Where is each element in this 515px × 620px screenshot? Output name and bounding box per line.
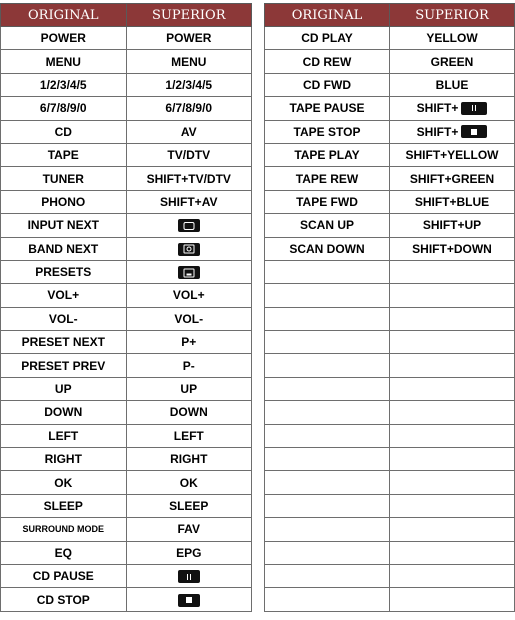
table-row: [265, 331, 515, 354]
table-row: [265, 167, 515, 190]
superior-cell: SHIFT+BLUE: [390, 190, 515, 213]
original-cell: [265, 260, 390, 283]
superior-cell: [390, 284, 515, 307]
superior-cell: [390, 518, 515, 541]
table-row: [265, 354, 515, 377]
text-screen-button-icon: [178, 266, 200, 279]
table-row: [1, 260, 252, 283]
table-row: [1, 424, 252, 447]
right-mapping-table: [264, 3, 515, 612]
table-row: [1, 237, 252, 260]
superior-cell: [126, 564, 252, 587]
original-cell: CD FWD: [265, 73, 390, 96]
table-row: [265, 494, 515, 517]
superior-cell: [390, 564, 515, 587]
original-cell: EQ: [1, 541, 127, 564]
superior-cell: SHIFT+GREEN: [390, 167, 515, 190]
table-row: [1, 73, 252, 96]
superior-cell: P-: [126, 354, 252, 377]
original-cell: [265, 518, 390, 541]
superior-cell: [390, 471, 515, 494]
original-cell: [265, 307, 390, 330]
original-cell: VOL-: [1, 307, 127, 330]
original-cell: BAND NEXT: [1, 237, 127, 260]
superior-cell: SHIFT+DOWN: [390, 237, 515, 260]
table-row: [265, 260, 515, 283]
header-row: [265, 4, 515, 27]
original-cell: [265, 377, 390, 400]
table-row: [1, 284, 252, 307]
superior-cell: [390, 354, 515, 377]
table-row: [1, 541, 252, 564]
original-cell: [265, 471, 390, 494]
superior-cell: [390, 377, 515, 400]
superior-cell: [390, 424, 515, 447]
superior-cell: [390, 97, 515, 120]
table-row: [1, 27, 252, 50]
table-row: [265, 143, 515, 166]
superior-cell: [126, 214, 252, 237]
original-cell: SLEEP: [1, 494, 127, 517]
original-cell: TAPE REW: [265, 167, 390, 190]
table-row: [265, 518, 515, 541]
superior-cell: [390, 588, 515, 611]
stop-button-icon: [178, 594, 200, 607]
original-header: ORIGINAL: [1, 4, 127, 27]
table-row: [265, 424, 515, 447]
table-row: [265, 471, 515, 494]
table-row: [1, 518, 252, 541]
original-cell: OK: [1, 471, 127, 494]
original-cell: LEFT: [1, 424, 127, 447]
table-row: [1, 190, 252, 213]
original-cell: 6/7/8/9/0: [1, 97, 127, 120]
original-cell: SURROUND MODE: [1, 518, 127, 541]
original-cell: TAPE PAUSE: [265, 97, 390, 120]
table-row: [1, 494, 252, 517]
superior-cell: LEFT: [126, 424, 252, 447]
superior-cell: TV/DTV: [126, 143, 252, 166]
table-row: [265, 564, 515, 587]
original-cell: RIGHT: [1, 448, 127, 471]
table-row: [1, 97, 252, 120]
superior-cell: [126, 260, 252, 283]
table-row: [265, 284, 515, 307]
superior-cell: RIGHT: [126, 448, 252, 471]
original-cell: UP: [1, 377, 127, 400]
table-row: [1, 307, 252, 330]
pause-button-icon: [178, 570, 200, 583]
original-cell: TUNER: [1, 167, 127, 190]
original-header: ORIGINAL: [265, 4, 390, 27]
superior-cell: [390, 541, 515, 564]
table-row: [1, 377, 252, 400]
superior-cell: VOL+: [126, 284, 252, 307]
original-cell: TAPE STOP: [265, 120, 390, 143]
original-cell: INPUT NEXT: [1, 214, 127, 237]
superior-cell: [126, 237, 252, 260]
table-row: [265, 97, 515, 120]
superior-cell: BLUE: [390, 73, 515, 96]
superior-header: SUPERIOR: [390, 4, 515, 27]
original-cell: [265, 354, 390, 377]
table-row: [1, 471, 252, 494]
superior-cell: AV: [126, 120, 252, 143]
superior-cell: 1/2/3/4/5: [126, 73, 252, 96]
superior-header: SUPERIOR: [126, 4, 252, 27]
original-cell: [265, 331, 390, 354]
superior-cell: SHIFT+UP: [390, 214, 515, 237]
table-row: [265, 214, 515, 237]
table-row: [265, 307, 515, 330]
superior-cell: YELLOW: [390, 27, 515, 50]
original-cell: [265, 424, 390, 447]
table-row: [1, 354, 252, 377]
table-row: [265, 541, 515, 564]
header-row: [1, 4, 252, 27]
superior-cell: [390, 260, 515, 283]
superior-cell: [390, 331, 515, 354]
superior-cell: P+: [126, 331, 252, 354]
original-cell: CD REW: [265, 50, 390, 73]
table-row: [265, 588, 515, 611]
superior-cell: UP: [126, 377, 252, 400]
table-row: [1, 564, 252, 587]
original-cell: VOL+: [1, 284, 127, 307]
table-row: [265, 237, 515, 260]
original-cell: PHONO: [1, 190, 127, 213]
pause-button-icon: [461, 102, 487, 115]
superior-cell: 6/7/8/9/0: [126, 97, 252, 120]
table-row: [1, 214, 252, 237]
original-cell: TAPE: [1, 143, 127, 166]
table-row: [1, 448, 252, 471]
superior-cell: [126, 588, 252, 611]
table-row: [265, 120, 515, 143]
table-row: [265, 401, 515, 424]
superior-cell: MENU: [126, 50, 252, 73]
original-cell: SCAN UP: [265, 214, 390, 237]
original-cell: CD: [1, 120, 127, 143]
original-cell: CD STOP: [1, 588, 127, 611]
superior-cell: [390, 120, 515, 143]
superior-cell: SHIFT+TV/DTV: [126, 167, 252, 190]
left-mapping-table: [0, 3, 252, 612]
superior-cell: SHIFT+YELLOW: [390, 143, 515, 166]
original-cell: [265, 448, 390, 471]
circle-screen-button-icon: [178, 243, 200, 256]
superior-cell: [390, 448, 515, 471]
original-cell: [265, 494, 390, 517]
original-cell: MENU: [1, 50, 127, 73]
superior-cell: DOWN: [126, 401, 252, 424]
table-row: [1, 167, 252, 190]
original-cell: 1/2/3/4/5: [1, 73, 127, 96]
superior-cell: SHIFT+AV: [126, 190, 252, 213]
original-cell: SCAN DOWN: [265, 237, 390, 260]
original-cell: [265, 564, 390, 587]
superior-cell: GREEN: [390, 50, 515, 73]
table-row: [265, 190, 515, 213]
table-row: [1, 143, 252, 166]
superior-cell: POWER: [126, 27, 252, 50]
original-cell: DOWN: [1, 401, 127, 424]
superior-cell: FAV: [126, 518, 252, 541]
superior-cell: OK: [126, 471, 252, 494]
original-cell: PRESETS: [1, 260, 127, 283]
original-cell: [265, 401, 390, 424]
original-cell: [265, 284, 390, 307]
table-row: [1, 588, 252, 611]
superior-cell: [390, 494, 515, 517]
table-row: [1, 401, 252, 424]
table-row: [265, 50, 515, 73]
screen-button-icon: [178, 219, 200, 232]
superior-cell: SLEEP: [126, 494, 252, 517]
table-row: [1, 120, 252, 143]
original-cell: PRESET NEXT: [1, 331, 127, 354]
original-cell: TAPE PLAY: [265, 143, 390, 166]
table-row: [1, 331, 252, 354]
table-row: [1, 50, 252, 73]
original-cell: TAPE FWD: [265, 190, 390, 213]
table-row: [265, 73, 515, 96]
original-cell: [265, 588, 390, 611]
original-cell: CD PLAY: [265, 27, 390, 50]
original-cell: [265, 541, 390, 564]
table-row: [265, 448, 515, 471]
superior-cell: EPG: [126, 541, 252, 564]
original-cell: POWER: [1, 27, 127, 50]
table-row: [265, 377, 515, 400]
superior-label: SHIFT+: [416, 124, 459, 139]
superior-cell: [390, 307, 515, 330]
superior-cell: [390, 401, 515, 424]
superior-cell: VOL-: [126, 307, 252, 330]
table-row: [265, 27, 515, 50]
stop-button-icon: [461, 125, 487, 138]
superior-label: SHIFT+: [416, 101, 459, 116]
original-cell: CD PAUSE: [1, 564, 127, 587]
original-cell: PRESET PREV: [1, 354, 127, 377]
